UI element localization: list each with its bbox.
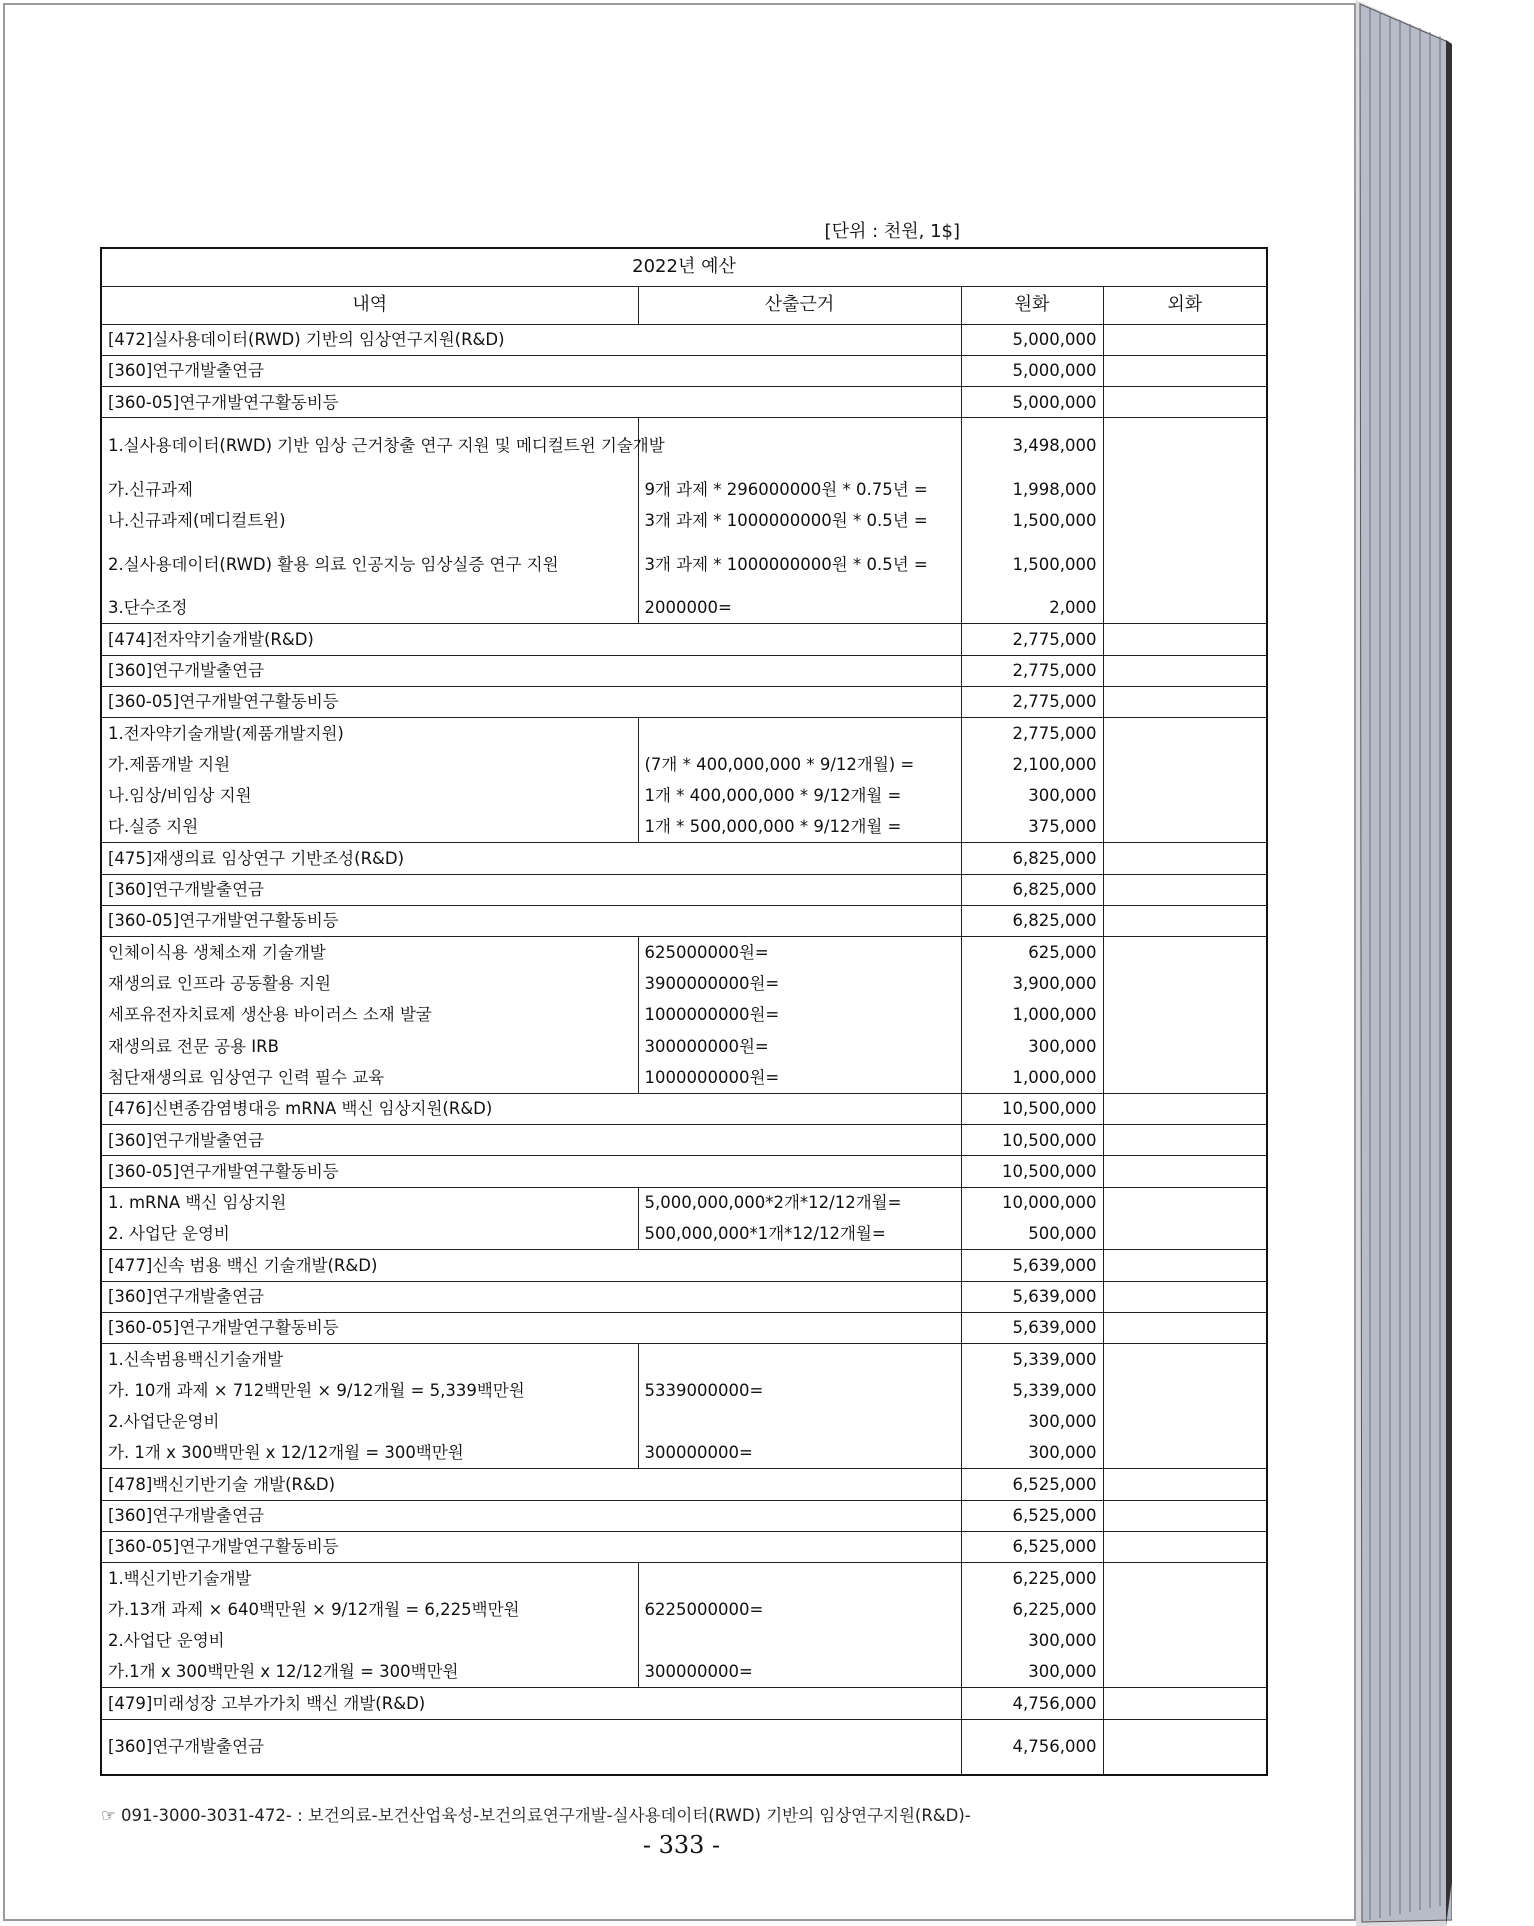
table-row bbox=[101, 968, 1267, 999]
row-item: [475]재생의료 임상연구 기반조성(R&D) bbox=[101, 843, 961, 874]
row-foreign bbox=[1103, 1438, 1267, 1469]
row-basis: 1개 * 400,000,000 * 9/12개월 = bbox=[638, 780, 961, 811]
row-basis: 300000000원= bbox=[638, 1031, 961, 1062]
row-krw: 1,998,000 bbox=[961, 474, 1103, 505]
row-foreign bbox=[1103, 418, 1267, 474]
row-item: [360]연구개발출연금 bbox=[101, 1125, 961, 1156]
row-item: 2. 사업단 운영비 bbox=[101, 1218, 638, 1249]
row-item: 다.실증 지원 bbox=[101, 812, 638, 843]
row-krw: 5,639,000 bbox=[961, 1312, 1103, 1343]
row-foreign bbox=[1103, 905, 1267, 936]
row-foreign bbox=[1103, 1250, 1267, 1281]
table-row bbox=[101, 592, 1267, 623]
row-foreign bbox=[1103, 718, 1267, 749]
table-row bbox=[101, 324, 1267, 355]
row-item: [360-05]연구개발연구활동비등 bbox=[101, 905, 961, 936]
table-row bbox=[101, 999, 1267, 1030]
row-item: [360]연구개발출연금 bbox=[101, 1500, 961, 1531]
row-basis: 1000000000원= bbox=[638, 999, 961, 1030]
row-krw: 1,500,000 bbox=[961, 536, 1103, 592]
table-title: 2022년 예산 bbox=[101, 248, 1267, 286]
table-row bbox=[101, 1250, 1267, 1281]
row-basis: 500,000,000*1개*12/12개월= bbox=[638, 1218, 961, 1249]
table-row bbox=[101, 355, 1267, 386]
row-krw: 6,825,000 bbox=[961, 843, 1103, 874]
table-row bbox=[101, 1375, 1267, 1406]
row-item: [477]신속 범용 백신 기술개발(R&D) bbox=[101, 1250, 961, 1281]
row-foreign bbox=[1103, 536, 1267, 592]
row-krw: 6,825,000 bbox=[961, 905, 1103, 936]
row-foreign bbox=[1103, 999, 1267, 1030]
table-row bbox=[101, 624, 1267, 655]
row-foreign bbox=[1103, 843, 1267, 874]
row-item: 인체이식용 생체소재 기술개발 bbox=[101, 937, 638, 968]
row-item: [474]전자약기술개발(R&D) bbox=[101, 624, 961, 655]
row-foreign bbox=[1103, 1187, 1267, 1218]
table-row bbox=[101, 505, 1267, 536]
table-row bbox=[101, 718, 1267, 749]
table-row bbox=[101, 1625, 1267, 1656]
row-item: 1.전자약기술개발(제품개발지원) bbox=[101, 718, 638, 749]
row-basis: 3900000000원= bbox=[638, 968, 961, 999]
row-item: 재생의료 인프라 공동활용 지원 bbox=[101, 968, 638, 999]
document-page bbox=[3, 3, 1356, 1921]
row-foreign bbox=[1103, 387, 1267, 418]
table-row bbox=[101, 1031, 1267, 1062]
row-basis: 6225000000= bbox=[638, 1594, 961, 1625]
table-row bbox=[101, 843, 1267, 874]
table-row bbox=[101, 1187, 1267, 1218]
row-basis: 5339000000= bbox=[638, 1375, 961, 1406]
table-row bbox=[101, 1688, 1267, 1719]
table-row bbox=[101, 749, 1267, 780]
table-row bbox=[101, 780, 1267, 811]
row-krw: 4,756,000 bbox=[961, 1719, 1103, 1775]
row-foreign bbox=[1103, 968, 1267, 999]
table-row bbox=[101, 655, 1267, 686]
row-foreign bbox=[1103, 1531, 1267, 1562]
row-foreign bbox=[1103, 1406, 1267, 1437]
row-foreign bbox=[1103, 1218, 1267, 1249]
row-krw: 10,500,000 bbox=[961, 1093, 1103, 1124]
row-item: 가.13개 과제 × 640백만원 × 9/12개월 = 6,225백만원 bbox=[101, 1594, 638, 1625]
row-item: [360]연구개발출연금 bbox=[101, 355, 961, 386]
row-basis: 2000000= bbox=[638, 592, 961, 623]
row-item: 가. 10개 과제 × 712백만원 × 9/12개월 = 5,339백만원 bbox=[101, 1375, 638, 1406]
row-foreign bbox=[1103, 592, 1267, 623]
row-krw: 5,339,000 bbox=[961, 1375, 1103, 1406]
table-row bbox=[101, 1500, 1267, 1531]
row-krw: 5,000,000 bbox=[961, 355, 1103, 386]
row-item: [360]연구개발출연금 bbox=[101, 1281, 961, 1312]
row-krw: 5,639,000 bbox=[961, 1250, 1103, 1281]
row-krw: 2,100,000 bbox=[961, 749, 1103, 780]
row-foreign bbox=[1103, 474, 1267, 505]
row-item: 재생의료 전문 공용 IRB bbox=[101, 1031, 638, 1062]
row-item: 가. 1개 x 300백만원 x 12/12개월 = 300백만원 bbox=[101, 1438, 638, 1469]
table-row bbox=[101, 474, 1267, 505]
table-row bbox=[101, 536, 1267, 592]
row-foreign bbox=[1103, 655, 1267, 686]
row-item: 1. mRNA 백신 임상지원 bbox=[101, 1187, 638, 1218]
row-item: [360]연구개발출연금 bbox=[101, 874, 961, 905]
row-krw: 6,225,000 bbox=[961, 1594, 1103, 1625]
page-stack-edge bbox=[1356, 0, 1534, 1926]
row-basis bbox=[638, 1563, 961, 1594]
row-krw: 3,900,000 bbox=[961, 968, 1103, 999]
table-row bbox=[101, 387, 1267, 418]
row-krw: 6,225,000 bbox=[961, 1563, 1103, 1594]
table-row bbox=[101, 1719, 1267, 1775]
row-foreign bbox=[1103, 780, 1267, 811]
row-foreign bbox=[1103, 1625, 1267, 1656]
header-item: 내역 bbox=[101, 286, 638, 324]
row-krw: 375,000 bbox=[961, 812, 1103, 843]
row-foreign bbox=[1103, 1125, 1267, 1156]
row-krw: 300,000 bbox=[961, 1625, 1103, 1656]
row-item: [472]실사용데이터(RWD) 기반의 임상연구지원(R&D) bbox=[101, 324, 961, 355]
row-krw: 300,000 bbox=[961, 1031, 1103, 1062]
row-foreign bbox=[1103, 749, 1267, 780]
table-row bbox=[101, 418, 1267, 474]
row-item: 세포유전자치료제 생산용 바이러스 소재 발굴 bbox=[101, 999, 638, 1030]
row-krw: 6,525,000 bbox=[961, 1469, 1103, 1500]
row-krw: 4,756,000 bbox=[961, 1688, 1103, 1719]
row-foreign bbox=[1103, 812, 1267, 843]
table-row bbox=[101, 874, 1267, 905]
row-basis: 1000000000원= bbox=[638, 1062, 961, 1093]
row-basis bbox=[638, 1406, 961, 1437]
row-krw: 5,339,000 bbox=[961, 1344, 1103, 1375]
row-item: 가.신규과제 bbox=[101, 474, 638, 505]
row-basis bbox=[638, 1344, 961, 1375]
row-basis bbox=[638, 1625, 961, 1656]
row-foreign bbox=[1103, 1062, 1267, 1093]
row-krw: 2,775,000 bbox=[961, 718, 1103, 749]
row-foreign bbox=[1103, 1156, 1267, 1187]
table-row bbox=[101, 1062, 1267, 1093]
row-item: 1.실사용데이터(RWD) 기반 임상 근거창출 연구 지원 및 메디컬트윈 기술개발 bbox=[101, 418, 638, 474]
row-foreign bbox=[1103, 874, 1267, 905]
row-basis: (7개 * 400,000,000 * 9/12개월) = bbox=[638, 749, 961, 780]
row-krw: 10,500,000 bbox=[961, 1156, 1103, 1187]
row-krw: 2,000 bbox=[961, 592, 1103, 623]
table-row bbox=[101, 937, 1267, 968]
row-item: 가.1개 x 300백만원 x 12/12개월 = 300백만원 bbox=[101, 1657, 638, 1688]
row-foreign bbox=[1103, 1375, 1267, 1406]
row-krw: 5,639,000 bbox=[961, 1281, 1103, 1312]
row-basis: 3개 과제 * 1000000000원 * 0.5년 = bbox=[638, 536, 961, 592]
row-basis: 5,000,000,000*2개*12/12개월= bbox=[638, 1187, 961, 1218]
row-krw: 10,500,000 bbox=[961, 1125, 1103, 1156]
row-foreign bbox=[1103, 624, 1267, 655]
row-foreign bbox=[1103, 686, 1267, 717]
row-item: 2.사업단운영비 bbox=[101, 1406, 638, 1437]
table-row bbox=[101, 1531, 1267, 1562]
table-row bbox=[101, 1438, 1267, 1469]
row-item: 1.백신기반기술개발 bbox=[101, 1563, 638, 1594]
row-foreign bbox=[1103, 1688, 1267, 1719]
header-basis: 산출근거 bbox=[638, 286, 961, 324]
table-row bbox=[101, 1125, 1267, 1156]
row-foreign bbox=[1103, 1344, 1267, 1375]
table-row bbox=[101, 905, 1267, 936]
row-krw: 5,000,000 bbox=[961, 387, 1103, 418]
row-basis bbox=[638, 718, 961, 749]
table-row bbox=[101, 1406, 1267, 1437]
row-krw: 625,000 bbox=[961, 937, 1103, 968]
unit-label: [단위 : 천원, 1$] bbox=[824, 221, 960, 242]
row-item: [360-05]연구개발연구활동비등 bbox=[101, 387, 961, 418]
row-krw: 300,000 bbox=[961, 1406, 1103, 1437]
header-foreign: 외화 bbox=[1103, 286, 1267, 324]
row-item: [360-05]연구개발연구활동비등 bbox=[101, 1531, 961, 1562]
row-krw: 1,000,000 bbox=[961, 999, 1103, 1030]
table-row bbox=[101, 1344, 1267, 1375]
budget-table bbox=[100, 247, 1268, 1776]
table-row bbox=[101, 1469, 1267, 1500]
row-basis: 300000000= bbox=[638, 1657, 961, 1688]
row-foreign bbox=[1103, 1657, 1267, 1688]
row-krw: 3,498,000 bbox=[961, 418, 1103, 474]
row-basis bbox=[638, 418, 961, 474]
budget-rows bbox=[101, 324, 1267, 1775]
table-row bbox=[101, 812, 1267, 843]
row-item: [360-05]연구개발연구활동비등 bbox=[101, 1156, 961, 1187]
table-row bbox=[101, 1218, 1267, 1249]
row-basis: 300000000= bbox=[638, 1438, 961, 1469]
row-krw: 1,000,000 bbox=[961, 1062, 1103, 1093]
footnote: ☞ 091-3000-3031-472- : 보건의료-보건산업육성-보건의료연구개발-실사용데이터(RWD) 기반의 임상연구지원(R&D)- bbox=[101, 1806, 971, 1825]
row-item: 2.실사용데이터(RWD) 활용 의료 인공지능 임상실증 연구 지원 bbox=[101, 536, 638, 592]
row-foreign bbox=[1103, 1594, 1267, 1625]
row-krw: 300,000 bbox=[961, 1657, 1103, 1688]
row-foreign bbox=[1103, 1312, 1267, 1343]
table-row bbox=[101, 1594, 1267, 1625]
page-number: - 333 - bbox=[642, 1831, 721, 1859]
table-row bbox=[101, 1312, 1267, 1343]
row-basis: 3개 과제 * 1000000000원 * 0.5년 = bbox=[638, 505, 961, 536]
row-krw: 5,000,000 bbox=[961, 324, 1103, 355]
row-krw: 300,000 bbox=[961, 1438, 1103, 1469]
row-foreign bbox=[1103, 1563, 1267, 1594]
row-item: [360]연구개발출연금 bbox=[101, 1719, 961, 1775]
row-item: [360-05]연구개발연구활동비등 bbox=[101, 1312, 961, 1343]
row-item: 나.신규과제(메디컬트윈) bbox=[101, 505, 638, 536]
row-item: 2.사업단 운영비 bbox=[101, 1625, 638, 1656]
row-item: [360-05]연구개발연구활동비등 bbox=[101, 686, 961, 717]
row-foreign bbox=[1103, 1093, 1267, 1124]
row-item: 3.단수조정 bbox=[101, 592, 638, 623]
row-foreign bbox=[1103, 505, 1267, 536]
row-krw: 2,775,000 bbox=[961, 655, 1103, 686]
row-krw: 6,525,000 bbox=[961, 1531, 1103, 1562]
table-row bbox=[101, 1093, 1267, 1124]
table-row bbox=[101, 1563, 1267, 1594]
row-foreign bbox=[1103, 1469, 1267, 1500]
header-krw: 원화 bbox=[961, 286, 1103, 324]
row-krw: 6,825,000 bbox=[961, 874, 1103, 905]
table-row bbox=[101, 1281, 1267, 1312]
row-item: [479]미래성장 고부가가치 백신 개발(R&D) bbox=[101, 1688, 961, 1719]
row-foreign bbox=[1103, 1719, 1267, 1775]
row-krw: 500,000 bbox=[961, 1218, 1103, 1249]
row-basis: 625000000원= bbox=[638, 937, 961, 968]
row-krw: 6,525,000 bbox=[961, 1500, 1103, 1531]
table-row bbox=[101, 1657, 1267, 1688]
row-basis: 9개 과제 * 296000000원 * 0.75년 = bbox=[638, 474, 961, 505]
row-item: [478]백신기반기술 개발(R&D) bbox=[101, 1469, 961, 1500]
row-foreign bbox=[1103, 1500, 1267, 1531]
row-item: 첨단재생의료 임상연구 인력 필수 교육 bbox=[101, 1062, 638, 1093]
row-foreign bbox=[1103, 1281, 1267, 1312]
table-row bbox=[101, 686, 1267, 717]
row-foreign bbox=[1103, 937, 1267, 968]
row-foreign bbox=[1103, 324, 1267, 355]
row-krw: 2,775,000 bbox=[961, 624, 1103, 655]
row-item: [476]신변종감염병대응 mRNA 백신 임상지원(R&D) bbox=[101, 1093, 961, 1124]
row-item: 가.제품개발 지원 bbox=[101, 749, 638, 780]
row-krw: 1,500,000 bbox=[961, 505, 1103, 536]
row-item: 1.신속범용백신기술개발 bbox=[101, 1344, 638, 1375]
row-krw: 2,775,000 bbox=[961, 686, 1103, 717]
table-row bbox=[101, 1156, 1267, 1187]
row-item: 나.임상/비임상 지원 bbox=[101, 780, 638, 811]
row-krw: 300,000 bbox=[961, 780, 1103, 811]
row-foreign bbox=[1103, 1031, 1267, 1062]
row-foreign bbox=[1103, 355, 1267, 386]
row-krw: 10,000,000 bbox=[961, 1187, 1103, 1218]
row-item: [360]연구개발출연금 bbox=[101, 655, 961, 686]
row-basis: 1개 * 500,000,000 * 9/12개월 = bbox=[638, 812, 961, 843]
